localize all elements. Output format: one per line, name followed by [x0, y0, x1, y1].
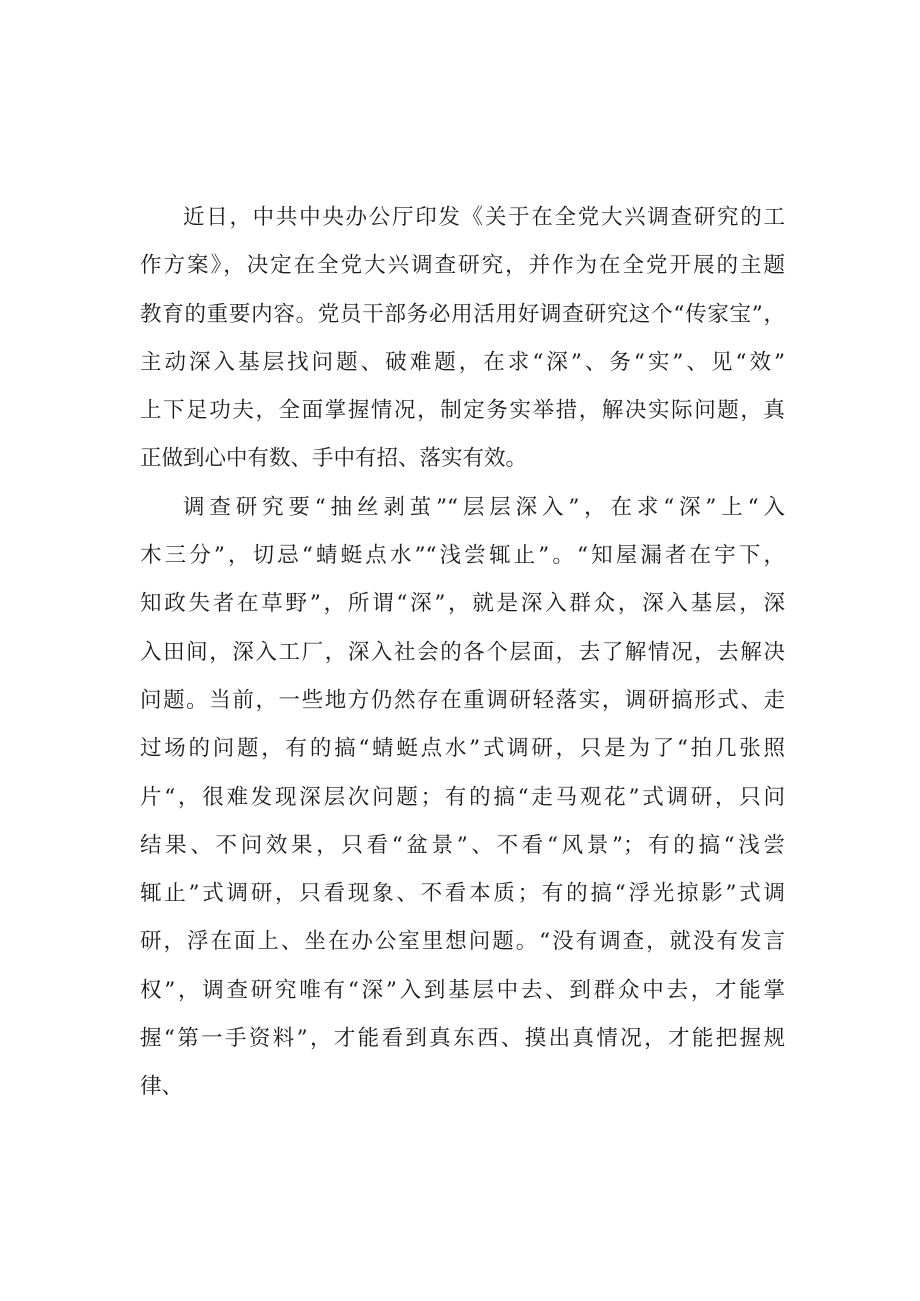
paragraph-2-line-6: 过场的问题，有的搞“蜻蜓点水”式调研，只是为了“拍几张照 [140, 736, 785, 762]
paragraph-2-line-7: 片“，很难发现深层次问题；有的搞“走马观花”式调研，只问 [140, 784, 785, 810]
paragraph-1-line-1: 近日，中共中央办公厅印发《关于在全党大兴调查研究的工 [183, 205, 785, 230]
document-body [140, 207, 785, 1125]
paragraph-2-line-4: 入田间，深入工厂，深入社会的各个层面，去了解情况，去解决 [140, 639, 785, 665]
paragraph-1-line-6: 正做到心中有数、手中有招、落实有效。 [140, 446, 528, 472]
paragraph-2-line-10: 研，浮在面上、坐在办公室里想问题。“没有调查，就没有发言 [140, 929, 785, 955]
paragraph-2-line-11: 权”，调查研究唯有“深”入到基层中去、到群众中去，才能掌 [140, 977, 785, 1003]
paragraph-2-line-9: 辄止”式调研，只看现象、不看本质；有的搞“浮光掠影”式调 [140, 881, 785, 907]
paragraph-2-line-13: 律、 [140, 1074, 184, 1100]
paragraph-1-line-5: 上下足功夫，全面掌握情况，制定务实举措，解决实际问题，真 [140, 398, 785, 424]
paragraph-2-line-8: 结果、不问效果，只看“盆景”、不看“风景”；有的搞“浅尝 [140, 832, 785, 858]
paragraph-1-line-3: 教育的重要内容。党员干部务必用活用好调查研究这个“传家宝”， [140, 301, 785, 327]
paragraph-2-line-3: 知政失者在草野”，所谓“深”，就是深入群众，深入基层，深 [140, 591, 785, 617]
paragraph-1-line-2: 作方案》，决定在全党大兴调查研究，并作为在全党开展的主题 [140, 253, 785, 279]
paragraph-2-line-2: 木三分”，切忌“蜻蜓点水”“浅尝辄止”。“知屋漏者在宇下， [140, 543, 785, 569]
paragraph-2-line-1: 调查研究要“抽丝剥茧”“层层深入”，在求“深”上“入 [183, 494, 785, 520]
paragraph-2-line-12: 握“第一手资料”，才能看到真东西、摸出真情况，才能把握规 [140, 1026, 785, 1052]
paragraph-1-line-4: 主动深入基层找问题、破难题，在求“深”、务“实”、见“效” [140, 349, 785, 375]
paragraph-2-line-5: 问题。当前，一些地方仍然存在重调研轻落实，调研搞形式、走 [140, 687, 785, 713]
